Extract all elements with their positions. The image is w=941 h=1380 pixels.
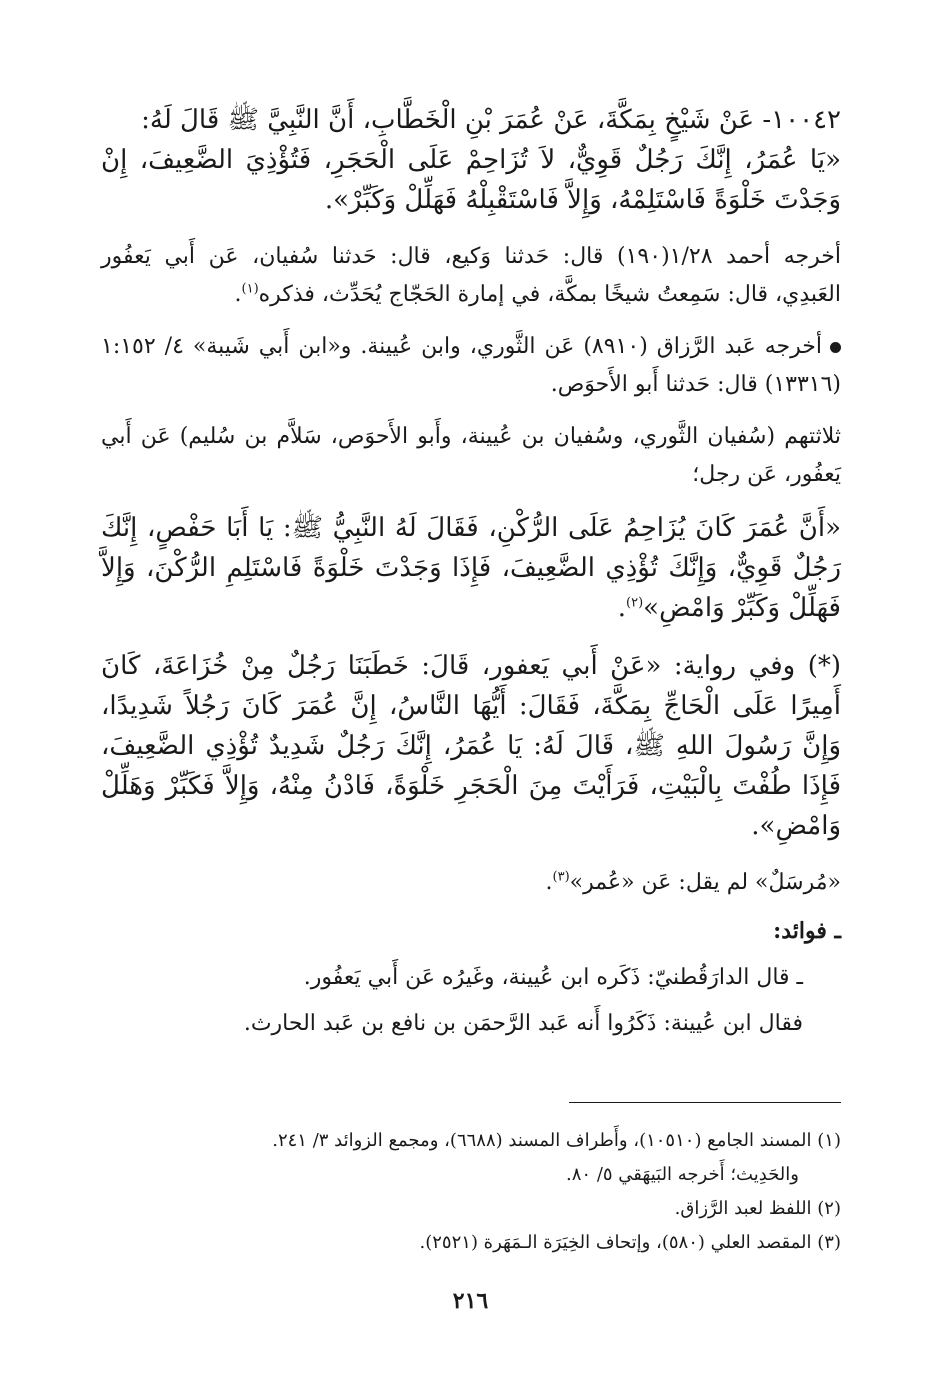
riwaya-text: (*) وفي رواية: «عَنْ أَبي يَعفور، قَالَ: خَطَبَنَا رَجُلٌ مِنْ خُزَاعَةَ، كَانَ أَمِيرًا عَلَى الْحَاجِّ بِمَكَّةَ، فَقَالَ: أَيُّهَا النَّاسُ، إِنَّ عُمَرَ كَانَ رَجُلاً شَدِيدًا، وَإِنَّ رَسُولَ اللهِ ﷺ، قَالَ لَهُ: يَا عُمَرُ، إِنَّكَ رَجُلٌ شَدِيدٌ تُؤْذِي الضَّعِيفَ، فَإِذَا طُفْتَ بِالْبَيْتِ، فَرَأَيْتَ مِنَ الْحَجَرِ خَلْوَةً، فَادْنُ مِنْهُ، وَإِلاَّ فَكَبِّرْ وَهَلِّلْ وَامْضِ». (101, 651, 841, 841)
hadith-second-matn: «أَنَّ عُمَرَ كَانَ يُزَاحِمُ عَلَى الرُّكْنِ، فَقَالَ لَهُ النَّبِيُّ ﷺ: يَا أَبَا حَفْصٍ، إِنَّكَ رَجُلٌ قَوِيٌّ، وَإِنَّكَ تُؤْذِي الضَّعِيفَ، فَإِذَا وَجَدْتَ خَلْوَةً فَاسْتَلِمِ الرُّكْنَ، وَإِلاَّ فَهَلِّلْ وَكَبِّرْ وَامْضِ»$^{(٢)}$. (101, 513, 841, 623)
takhrij-ahmad: أخرجه أحمد ١/٢٨(١٩٠) قال: حَدثنا وَكيع، قال: حَدثنا سُفيان، عَن أَبي يَعفُور العَبدِي، قال: سَمِعتُ شيخًا بمكَّة، في إمارة الحَجّاج يُحَدِّث، فذكره$^{(١)}$. (101, 244, 841, 307)
footnote-ref-3: (٣) (552, 869, 570, 885)
mursal-text: «مُرسَلٌ» لم يقل: عَن «عُمر» (569, 870, 841, 895)
footnote-1-continuation: والحَدِيث؛ أَخرجه البَيهَقي ٥/ ٨٠. (566, 1164, 799, 1185)
page-number: ٢١٦ (452, 1288, 489, 1314)
thalathatuhum-text: ثلاثتهم (سُفيان الثَّوري، وسُفيان بن عُيينة، وأَبو الأَحوَص، سَلاَّم بن سُليم) عَن أَبي يَعفُور، عَن رجل؛ (101, 424, 841, 487)
riwaya-paragraph (101, 646, 841, 846)
footnotes (101, 1124, 841, 1260)
fawaid-line-2: فقال ابن عُيينة: ذَكَرُوا أَنه عَبد الرَّحمَن بن نافع بن عَبد الحارث. (243, 1011, 803, 1036)
footnote-ref-1: (١) (241, 281, 259, 297)
fawaid-heading: ـ فوائد: (773, 918, 841, 944)
hadith-10042-intro: ١٠٠٤٢- عَنْ شَيْخٍ بِمَكَّةَ، عَنْ عُمَرَ بْنِ الْخَطَّابِ، أَنَّ النَّبِيَّ ﷺ قَالَ لَهُ: (141, 105, 841, 135)
takhrij-ahmad-text: أخرجه أحمد ١/٢٨(١٩٠) قال: حَدثنا وَكيع، قال: حَدثنا سُفيان، عَن أَبي يَعفُور العَبدِي، قال: سَمِعتُ شيخًا بمكَّة، في إمارة الحَجّاج يُحَدِّث، فذكره (101, 244, 841, 307)
fawaid-line-1: ـ قال الدارَقُطنيّ: ذَكَره ابن عُيينة، وغَيرُه عَن أَبي يَعفُور. (303, 965, 803, 990)
hadith-10042 (101, 100, 841, 220)
hadith-second-text: «أَنَّ عُمَرَ كَانَ يُزَاحِمُ عَلَى الرُّكْنِ، فَقَالَ لَهُ النَّبِيُّ ﷺ: يَا أَبَا حَفْصٍ، إِنَّكَ رَجُلٌ قَوِيٌّ، وَإِنَّكَ تُؤْذِي الضَّعِيفَ، فَإِذَا وَجَدْتَ خَلْوَةً فَاسْتَلِمِ الرُّكْنَ، وَإِلاَّ فَهَلِّلْ وَكَبِّرْ وَامْضِ» (101, 513, 841, 623)
footnote-3: (٣) المقصد العلي (٥٨٠)، وإتحاف الخِيَرَة الـمَهَرة (٢٥٢١). (419, 1232, 841, 1253)
bullet-icon (830, 342, 841, 353)
takhrij-abdurrazzaq (101, 328, 841, 404)
footnote-2: (٢) اللفظ لعبد الرَّزاق. (674, 1198, 841, 1219)
hadith-10042-matn: «يَا عُمَرُ، إِنَّكَ رَجُلٌ قَوِيٌّ، لاَ تُزَاحِمْ عَلَى الْحَجَرِ، فَتُؤْذِيَ الضَّعِيفَ، إِنْ وَجَدْتَ خَلْوَةً فَاسْتَلِمْهُ، وَإِلاَّ فَاسْتَقْبِلْهُ فَهَلِّلْ وَكَبِّرْ». (101, 145, 841, 215)
takhrij-abdurrazzaq-text: أخرجه عَبد الرَّزاق (٨٩١٠) عَن الثَّوري، وابن عُيينة. و«ابن أَبي شَيبة» ٤/ ١:١٥٢ (١٣٣١٦) قال: حَدثنا أَبو الأَحوَص. (101, 334, 841, 397)
footnote-ref-2: (٢) (626, 595, 644, 611)
thalathatuhum-paragraph (101, 418, 841, 494)
page-body (101, 100, 841, 1050)
footnote-1: (١) المسند الجامع (١٠٥١٠)، وأَطراف المسند (٦٦٨٨)، ومجمع الزوائد ٣/ ٢٤١. (272, 1130, 841, 1151)
mursal-line: «مُرسَلٌ» لم يقل: عَن «عُمر»$^{(٣)}$. (545, 869, 841, 895)
footnote-divider (569, 1102, 841, 1103)
